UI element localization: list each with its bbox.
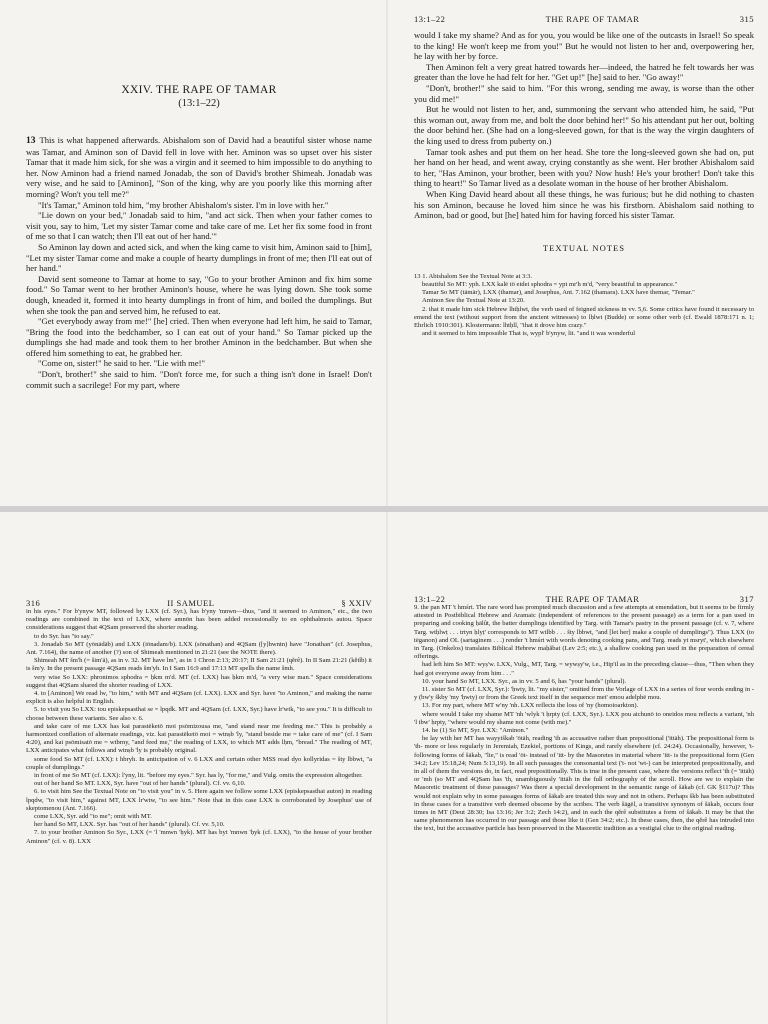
textual-notes: [26, 608, 372, 846]
note: in front of me So MT (cf. LXX): l'yny, lit. "before my eyes." Syr. has ly, "for me," and Vulg. omits the expression altogether.: [34, 772, 363, 780]
textual-notes: [414, 273, 754, 339]
note: 13. For my part, where MT w'ny 'nh. LXX reflects the loss of 'ny (homoioarkton).: [422, 702, 639, 710]
paragraph: would I take my shame? And as for you, you would be like one of the outcasts in Israel! So speak to the king! He won't keep me from you!" But he would not listen to her and, overpowering her, he lay with her by force.: [414, 30, 754, 62]
page-chapter-start: [0, 0, 386, 506]
note: very wise So LXX: phronimos sphodra = ḥkm m'd. MT (cf. LXX) has ḥkm m'd, "a very wise man." Space considerations suggest that 4QSam shared the shorter reading of LXX.: [26, 673, 372, 689]
notes-section-title: TEXTUAL NOTES: [542, 242, 626, 253]
textual-notes: [414, 604, 754, 834]
running-head-left: 13:1–22: [414, 594, 446, 604]
paragraph: Then Aminon felt a very great hatred towards her—indeed, the hatred he felt towards her was greater than the love he had felt for her. "Get up!" [he] said to her. "Go away!": [414, 61, 754, 83]
note: to do Syr. has "to say.": [34, 632, 94, 640]
note: Aminon See the Textual Note at 13:20.: [422, 297, 525, 305]
note: come LXX, Syr. add "to me"; omit with MT.: [34, 813, 152, 821]
note: he lay with her MT has wayyiškab 'ōtāh, reading 'th as accusative rather than prepositional ('ittāh). The prepositional form is 'th- more or less regularly in Jeremiah, Ezekiel, portions of Kings, and rarely elsewhere (cf. 24:24). Occasionally, however, 't- following forms of šākab, "lie," is read 'ōt- instead of 'itt- by the Masoretes in material where 'itt- is the prepositional form (Gen 34:2; Lev 15:18,24; Num 5:13,19). In all such passages the consonantal text ('t- not 'wt-) can be interpreted prepositionally, and in all of them the versions do, in fact, read prepositionally. This is true in the present case, where the versions reflect 'th (= 'ittāh) or 'mh (so MT and 4QSam has 'th, unambiguously 'ittāh in the full orthography of the scroll. How are we to explain the Masoretic treatment of these passages? Was there a special development in the semantic range of šākab (cf. GK §117u)? This would not explain why in some passages forms of šākab are treated this way and not in others. Perhaps škb has been substituted in these cases for a transitive verb deemed obscene by the scribes. The verb šāgēl, a transitive synonym of šākab, occurs four times in MT (Deut 28:30; Isa 13:16; Jer 3:2; Zech 14:2), and in each the qĕrê substitutes a form of šākab. It may be that the same phenomenon has occurred in our passage and those like it (Gen 34:2; etc.). In these cases, then, the qĕrê has intruded into the text, but the accusative particle has been preserved in the Masoretic tradition as a vestigial clue to the original reading.: [414, 735, 754, 833]
chapter-range: (13:1–22): [178, 98, 220, 109]
page-317: [388, 512, 768, 1024]
note: and it seemed to him impossible That is, wypl' b'ynyw, lit. "and it was wonderful: [422, 330, 636, 338]
page-316: [0, 512, 386, 1024]
running-head-title: THE RAPE OF TAMAR: [545, 594, 640, 604]
note: Shimeah MT šm'h (= šim'ā), as in v. 32. MT have lm'', as in 1 Chron 2:13; 20:17; II Sam 21:21 (qĕrê). In II Sam 21:21 (kĕtîb) it is šm'y. In the present passage 4QSam reads šm'yh. In I Sam 16:9 and 17:13 MT spells the name šmh.: [26, 657, 372, 673]
verse-number: 13: [26, 136, 36, 146]
note: where would I take my shame MT 'nh 'wlyk 't ḥrpty (cf. LXX, Syr.). LXX pou aichunō to oneidos mou reflects a variant, 'nh 'l tbw' ḥrpty, "where would my shame not come (with me).": [414, 710, 754, 726]
note: and take care of me LXX has kai parastēketō moi psōmizousa me, "and stand near me feeding me." This is probably a harmonized conflation of alternate readings, viz. kai parastēketō moi = wtnṣb 'ly, "stand beside me = take care of me" (cf. I Sam 4:20), and kai psōmisatō me = wtbrny, "and feed me," the reading of LXX, to which MT adds lḥm, "bread." The reading of MT, LXX anticipates what follows and wtnṣb 'ly is probably original.: [26, 722, 372, 755]
note: 5. to visit you So LXX: tou episkepsasthai se = lpqdk. MT and 4QSam (cf. LXX, Syr.) have lr'wtk, "to see you." It is difficult to choose between these variants. See also v. 6.: [26, 706, 372, 722]
note: 14. he (1) So MT, Syr. LXX: "Aminon.": [422, 727, 529, 735]
page-number: 316: [26, 598, 41, 608]
running-head-title: II SAMUEL: [167, 598, 215, 608]
note: had left him So MT: wyṣ'w. LXX, Vulg., MT, Targ. = wywṣy'w, i.e., Hip'il as in the preceding clause—thus, "Then when they had got everyone away from him . . .": [414, 661, 754, 677]
note: 11. sister So MT (cf. LXX, Syr.): 'ḥwty, lit. "my sister," omitted from the Vorlage of LXX in a series of four words ending in -y (bw'y škby 'my 'ḥwty) or from the Greek text itself in the sequence met' emou adelphē mou.: [414, 686, 754, 702]
paragraph: 13 This is what happened afterwards. Abishalom son of David had a beautiful sister whose name was Tamar, and Aminon son of David fell in love with her. Aminon was so upset over his sister Tamar that it made him sick, for she was a virgin and it seemed to him impossible to do anything to her. Now Aminon had a friend named Jonadab, the son of David's brother Shimeah. Jonadab was very wise, and he said to [Aminon], "Son of the king, why are you poorly like this morning after morning? Won't you tell me?": [26, 135, 372, 199]
paragraph: So Aminon lay down and acted sick, and when the king came to visit him, Aminon said to [him], "Let my sister Tamar come and make a couple of hearty dumplings in front of me; then I'll eat out of her hand.": [26, 241, 372, 274]
note: beautiful So MT: yph. LXX kalē tō eidei sphodra = ypt mr'h m'd, "very beautiful in appearance.": [422, 280, 678, 288]
paragraph: "Come on, sister!" he said to her. "Lie with me!": [38, 358, 206, 369]
paragraph: "Don't, brother!" she said to him. "For this wrong, sending me away, is worse than the other you did me!": [414, 82, 754, 104]
note: 13 1. Abishalom See the Textual Note at 3:3.: [414, 272, 533, 280]
paragraph: When King David heard about all these things, he was furious; but he did nothing to chasten his son Aminon, because he loved him since he was his firstborn. Abishalom said nothing to Aminon, bad or good, but [he] hated him for having forced his sister Tamar.: [414, 188, 754, 221]
note: out of her hand So MT. LXX, Syr. have "out of her hands" (plural). Cf. vv. 6,10.: [34, 780, 246, 788]
running-head: [414, 14, 754, 24]
paragraph: "Lie down on your bed," Jonadab said to him, "and act sick. Then when your father comes to visit you, say to him, 'Let my sister Tamar come and take care of me. Let her fix some food in front of me so that I can watch; then I'll eat out of her hand.'": [26, 210, 372, 242]
translation-text: [26, 135, 372, 390]
note: 3. Jonadab So MT (yōnādāb) and LXX (iōnadam/b). LXX (sōnathan) and 4QSam ([y]hwntn) have "Jonathan" (cf. Josephus, Ant. 7.164), the name of another (?) son of Shimeah mentioned in 21:21 (see the NOTE there).: [26, 640, 372, 657]
note: in his eyes." For b'ynyw MT, followed by LXX (cf. Syr.), has b'yny 'mnwn—thus, "and it seemed to Aminon," etc., the two readings are combined in the text of LXX, where amnōn has been added recessionally to en ophthalmois autou. Space considerations suggest that 4QSam preserved the shorter reading.: [26, 608, 372, 632]
chapter-title: XXIV. THE RAPE OF TAMAR: [121, 84, 277, 96]
paragraph: But he would not listen to her, and, summoning the servant who attended him, he said, "Put this woman out, away from me, and bolt the door behind her!" So his attendant put her out, bolting the door behind her. (She had on a long-sleeved gown, for that is the way the virgin daughters of the king used to dress from puberty on.): [414, 104, 754, 146]
note: some food So MT (cf. LXX): t hbryh. In anticipation of v. 6 LXX and certain other MSS read dyo kollyridas = šty lbbwt, "a couple of dumplings.": [26, 755, 372, 771]
page-315: [388, 0, 768, 506]
paragraph: Tamar took ashes and put them on her head. She tore the long-sleeved gown she had on, put her hand on her head, and went away, crying constantly as she went. Her brother Abishalom said to her, "Has Aminon, your brother, been with you? Now hush! He's your brother! Don't take this thing to heart!" So Tamar lived as a desolate woman in the house of her brother Abishalom.: [414, 146, 754, 189]
note: 7. to your brother Aminon So Syr., LXX (= 'l 'mnwn 'ḥyk). MT has byt 'mnwn 'ḥyk (cf. LXX), "to the house of your brother Aminon" (cf. v. 8). LXX: [26, 829, 372, 845]
page-number: 317: [739, 594, 754, 604]
note: Tamar So MT (tāmār), LXX (thamar), and Josephus, Ant. 7.162 (thamara). LXX have themar, "Temar.": [422, 289, 695, 297]
paragraph: David sent someone to Tamar at home to say, "Go to your brother Aminon and fix him some food." So Tamar went to her brother Aminon's house, where he was lying down. She took some dough, kneaded it, formed it into hearty dumplings in front of him, and boiled the dumplings. But when she took the pan and served him, he refused to eat.: [26, 273, 372, 316]
note: 6. to visit him See the Textual Note on "to visit you" in v. 5. Here again we follow some LXX (episkepsasthai auton) in reading lpqdw, "to visit him," against MT, LXX lr'wtw, "to see him." Note that in this case LXX is corroborated by Josephus' use of skeptomenou (Ant. 7.166).: [26, 788, 372, 812]
note: 10. your hand So MT, LXX. Syr., as in vv. 5 and 6, has "your hands" (plural).: [422, 677, 627, 685]
paragraph: "It's Tamar," Aminon told him, "my brother Abishalom's sister. I'm in love with her.": [38, 199, 329, 210]
note: 2. that it made him sick Hebrew lhtḥlwt, the verb used of feigned sickness in vv. 5,6. Some critics have found it necessary to emend the text (without support from the ancient witnesses) to lḥlwt (Budde) or some other verb (cf. Ewald 1878:171 n. 1; Ehrlich 1910:301). Klostermann: lhtḥll, "that it drove him crazy.": [414, 305, 754, 329]
running-head-title: THE RAPE OF TAMAR: [545, 14, 640, 24]
note: 9. the pan MT 't hmśrt. The rare word has prompted much discussion and a few attempts at emendation, but it seems to be firmly attested in Postbiblical Hebrew and Aramaic (independent of references to the present passage) as a term for a pan used in preparing and cooking ḥālût, the batter dumplings identified by Targ. with Tamar's pastry in the present passage (cf. v. 7, where Targ. wtḥlwṭ . . . trtyn ḥlyṭ' corresponds to MT wtlbb . . . šty lbbwt, "and [let her] make a couple of dumplings"). Thus LXX (to tēganon) and OL (sartaginem . . .) render 't hmśrt with words denoting cooking pans, and Targ. reads yt msryt', which elsewhere in Targ. (Onkelos) translates Biblical Hebrew maḥăbat (Lev 2:5; etc.), a shallow cooking pan used in the preparation of cereal offerings.: [414, 604, 754, 661]
running-head: [414, 594, 754, 604]
running-head-left: 13:1–22: [414, 14, 446, 24]
running-head: [26, 598, 372, 608]
paragraph: "Get everybody away from me!" [he] cried. Then when everyone had left him, he said to Tamar, "Bring the food into the bedchamber, so I can eat out of your hand." So Tamar picked up the dumplings she had made and took them to her brother Aminon in the bedchamber. But when she offered him something to eat, he grabbed her.: [26, 316, 372, 358]
running-head-section: § XXIV: [341, 598, 372, 608]
paragraph: "Don't, brother!" she said to him. "Don't force me, for such a thing isn't done in Israel! Don't commit such a sacrilege! For my part, where: [26, 369, 372, 390]
translation-text: [414, 30, 754, 221]
note: 4. to [Aminon] We read lw, "to him," with MT and 4QSam (cf. LXX). LXX and Syr. have "to Aminon," and making the name explicit is also helpful in English.: [26, 690, 372, 706]
page-number: 315: [739, 14, 754, 24]
note: her hand So MT, LXX. Syr. has "out of her hands" (plural). Cf. vv. 5,10.: [34, 821, 225, 829]
